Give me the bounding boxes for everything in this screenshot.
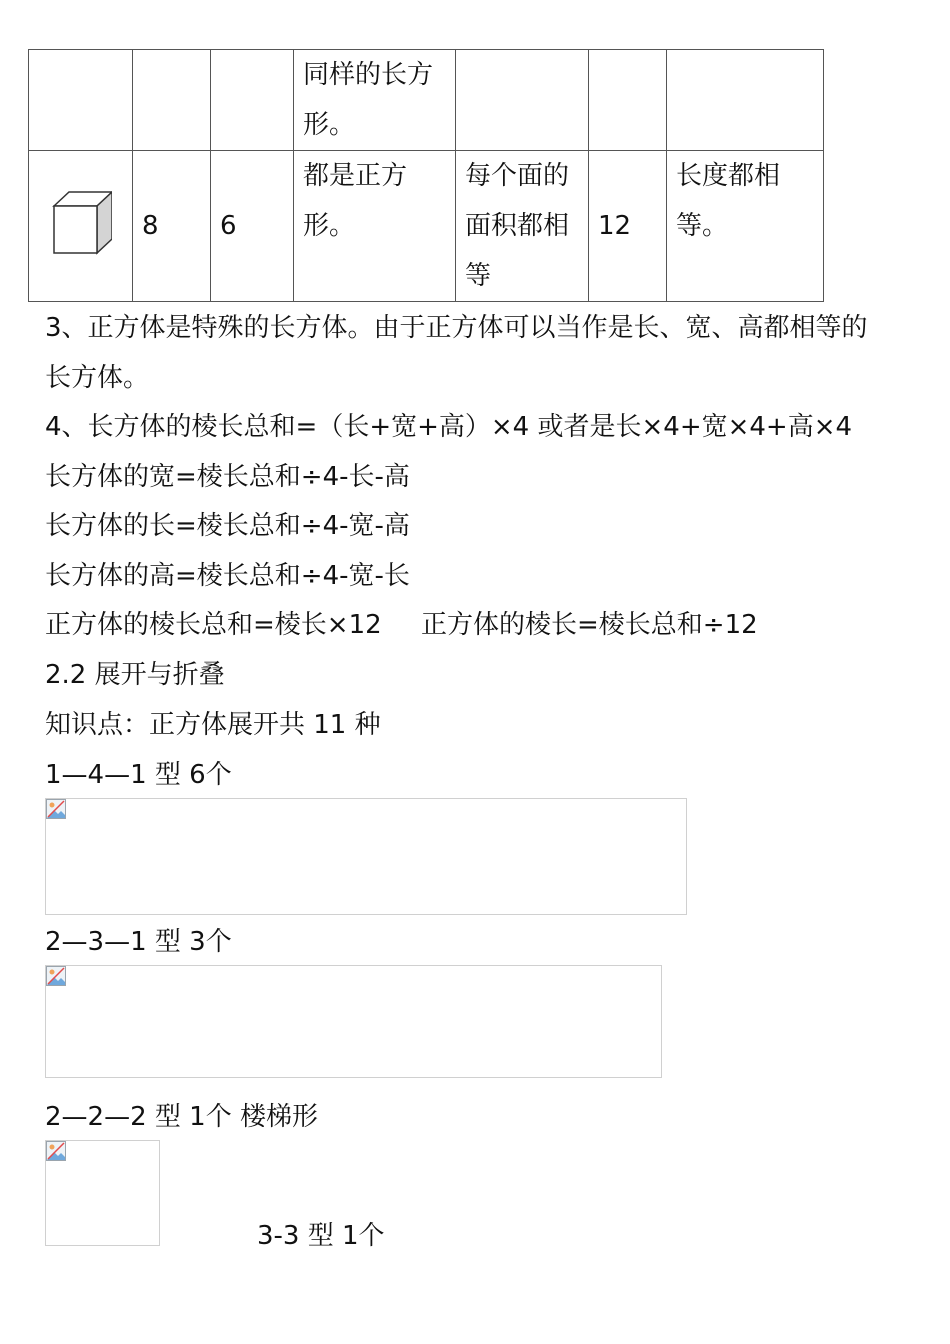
section-title: 2.2 展开与折叠	[45, 660, 225, 690]
type-231-label: 2—3—1 型 3个	[45, 927, 232, 957]
edge-length-cell	[667, 50, 824, 151]
vertices-cell: 8	[133, 151, 211, 302]
type-33-label: 3-3 型 1个	[257, 1221, 385, 1251]
face-shape-cell: 都是正方形。	[294, 151, 456, 302]
table-row	[29, 50, 824, 151]
table-cell	[211, 50, 294, 151]
cube-total-formula: 正方体的棱长总和=棱长×12	[45, 610, 382, 640]
face-shape-cell: 同样的长方形。	[294, 50, 456, 151]
broken-image-icon	[46, 1141, 66, 1161]
type-141-label: 1—4—1 型 6个	[45, 760, 232, 790]
edges-cell	[589, 50, 667, 151]
knowledge-point: 知识点：正方体展开共 11 种	[45, 710, 381, 740]
type-222-label: 2—2—2 型 1个 楼梯形	[45, 1102, 318, 1132]
edges-cell: 12	[589, 151, 667, 302]
paragraph-3-line-1: 3、正方体是特殊的长方体。由于正方体可以当作是长、宽、高都相等的	[45, 313, 868, 343]
image-placeholder	[45, 798, 687, 915]
width-formula: 长方体的宽=棱长总和÷4-长-高	[45, 462, 410, 492]
edge-length-cell: 长度都相等。	[667, 151, 824, 302]
cube-icon	[42, 191, 112, 261]
height-formula: 长方体的高=棱长总和÷4-宽-长	[45, 561, 410, 591]
face-area-cell	[456, 50, 589, 151]
broken-image-icon	[46, 966, 66, 986]
faces-cell: 6	[211, 151, 294, 302]
figure-cell	[29, 151, 133, 302]
paragraph-3-line-2: 长方体。	[45, 363, 150, 393]
table-cell	[29, 50, 133, 151]
face-area-cell: 每个面的面积都相等	[456, 151, 589, 302]
broken-image-icon	[46, 799, 66, 819]
paragraph-4: 4、长方体的棱长总和=（长+宽+高）×4 或者是长×4+宽×4+高×4	[45, 412, 853, 442]
image-placeholder	[45, 1140, 160, 1246]
cube-properties-table	[28, 49, 824, 302]
length-formula: 长方体的长=棱长总和÷4-宽-高	[45, 511, 410, 541]
table-row	[29, 151, 824, 302]
cube-edge-formula: 正方体的棱长=棱长总和÷12	[421, 610, 758, 640]
table-cell	[133, 50, 211, 151]
image-placeholder	[45, 965, 662, 1078]
